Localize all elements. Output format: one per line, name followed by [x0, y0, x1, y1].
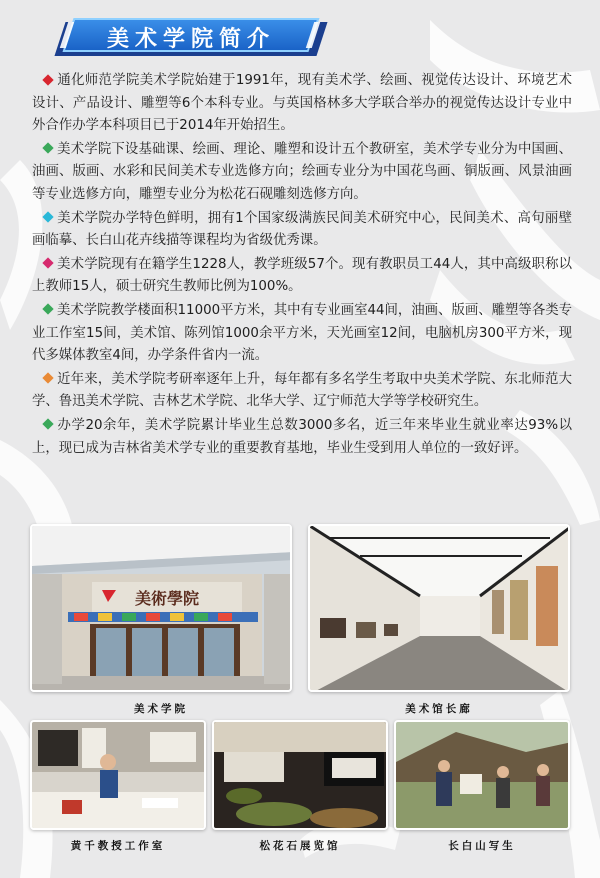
diamond-bullet-icon	[42, 143, 53, 154]
paragraph-students	[32, 254, 572, 299]
paragraph-text: 美术学院下设基础课、绘画、理论、雕塑和设计五个教研室，美术学专业分为中国画、油画、版画、水彩和民间美术专业选修方向；绘画专业分为中国花鸟画、铜版画、风景油画等专业选修方向，雕塑专业分为松花石砚雕刻选修方向。	[32, 141, 572, 202]
paragraph-text: 美术学院教学楼面积11000平方米，其中有专业画室44间，油画、版画、雕塑等各类专业工作室15间，美术馆、陈列馆1000余平方米，天光画室12间，电脑机房300平方米，现代多媒体教室4间，办学条件省内一流。	[32, 302, 572, 364]
diamond-bullet-icon	[42, 258, 53, 269]
paragraph-departments	[32, 139, 572, 207]
paragraph-text: 通化师范学院美术学院始建于1991年，现有美术学、绘画、视觉传达设计、环境艺术设计、产品设计、雕塑等6个本科专业。与英国格林多大学联合举办的视觉传达设计专业中外合作办学本科项目已于2014年开始招生。	[32, 73, 572, 134]
caption-sketching: 长白山写生	[448, 840, 516, 852]
caption-building: 美术学院	[134, 703, 188, 715]
photo-exhibition	[212, 720, 388, 830]
building-sign: 美術學院	[134, 589, 200, 608]
paragraph-employment	[32, 415, 572, 460]
photo-gallery	[308, 524, 570, 692]
section-header	[60, 18, 322, 58]
caption-studio: 黄千教授工作室	[70, 840, 166, 852]
paragraph-text: 近年来，美术学院考研率逐年上升，每年都有多名学生考取中央美术学院、东北师范大学、鲁迅美术学院、吉林艺术学院、北华大学、辽宁师范大学等学校研究生。	[32, 371, 572, 410]
caption-exhibition: 松花石展览馆	[259, 840, 341, 852]
paragraph-features	[32, 208, 572, 253]
diamond-bullet-icon	[42, 211, 53, 222]
page-title: 美术学院简介	[106, 27, 275, 52]
caption-gallery: 美术馆长廊	[405, 703, 473, 715]
photo-building	[30, 524, 292, 692]
paragraph-facilities	[32, 300, 572, 368]
intro-text	[32, 70, 572, 461]
diamond-bullet-icon	[42, 304, 53, 315]
paragraph-graduate-study	[32, 369, 572, 414]
photo-sketching	[394, 720, 570, 830]
paragraph-text: 办学20余年，美术学院累计毕业生总数3000多名，近三年来毕业生就业率达93%以上，现已成为吉林省美术学专业的重要教育基地，毕业生受到用人单位的一致好评。	[32, 417, 572, 456]
diamond-bullet-icon	[42, 373, 53, 384]
diamond-bullet-icon	[42, 419, 53, 430]
diamond-bullet-icon	[42, 74, 53, 85]
paragraph-text: 美术学院办学特色鲜明，拥有1个国家级满族民间美术研究中心，民间美术、高句丽壁画临摹、长白山花卉线描等课程均为省级优秀课。	[32, 210, 572, 249]
photo-studio	[30, 720, 206, 830]
paragraph-history	[32, 70, 572, 138]
paragraph-text: 美术学院现有在籍学生1228人，教学班级57个。现有教职员工44人，其中高级职称以上教师15人，硕士研究生教师比例为100%。	[32, 256, 572, 295]
